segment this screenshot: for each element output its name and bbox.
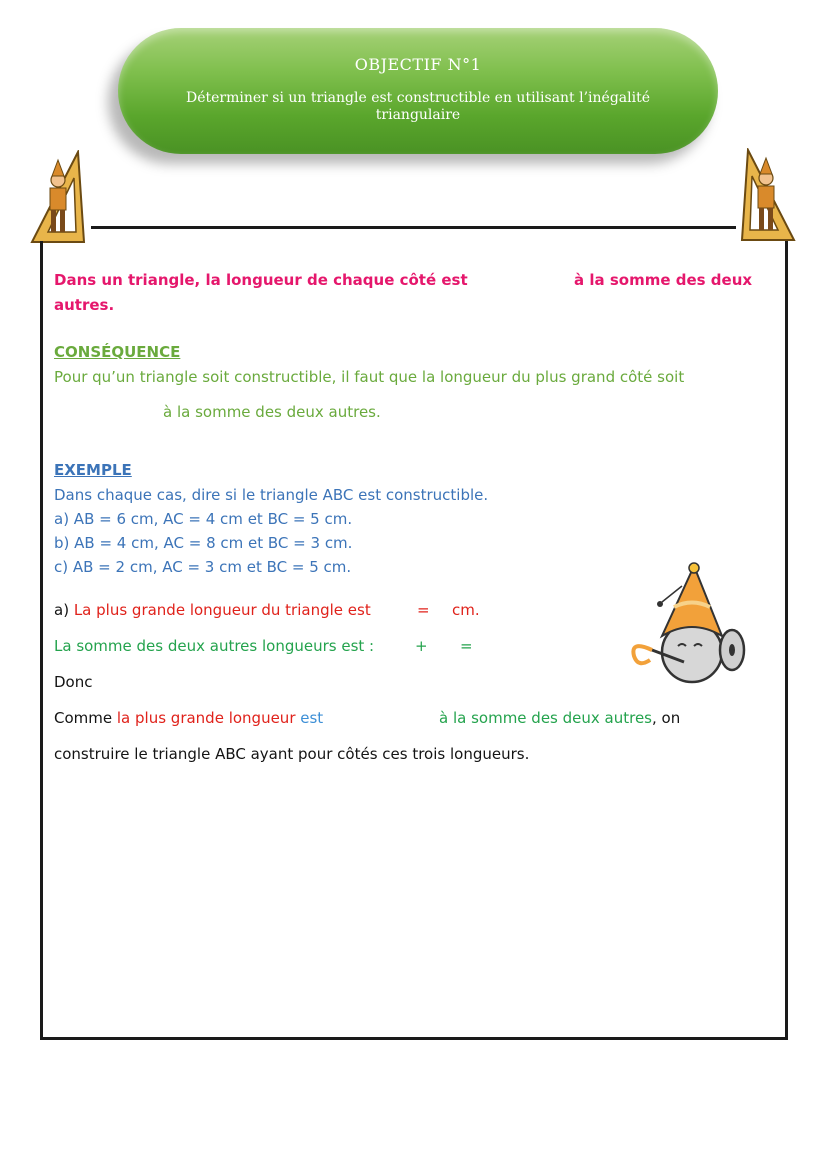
rule-part1: Dans un triangle, la longueur de chaque côté est	[54, 271, 468, 289]
last-line: construire le triangle ABC ayant pour côtés ces trois longueurs.	[54, 745, 530, 763]
rule-text	[54, 271, 468, 289]
answer-a-text: La plus grande longueur du triangle est	[73, 601, 371, 619]
objective-subtitle: Déterminer si un triangle est constructible en utilisant l’inégalité triangulaire	[185, 90, 651, 123]
example-case-b: b) AB = 4 cm, AC = 8 cm et BC = 3 cm.	[54, 534, 353, 552]
answer-a-equals: =	[417, 601, 430, 619]
example-heading: EXEMPLE	[54, 461, 132, 479]
rule-part3: autres.	[54, 296, 115, 314]
answer-a-prefix: a)	[54, 601, 70, 619]
comme-blue: est	[300, 709, 324, 727]
set-square-character-icon	[738, 148, 798, 248]
comme-green: à la somme des deux autres	[439, 709, 652, 727]
comme-line	[54, 709, 323, 727]
answer-a-unit: cm.	[452, 601, 480, 619]
consequence-line1: Pour qu’un triangle soit constructible, il faut que la longueur du plus grand côté soit	[54, 368, 685, 386]
rule-part2: à la somme des deux	[574, 271, 753, 289]
party-hat-character-icon	[622, 562, 752, 692]
comme-line-end	[439, 709, 680, 727]
sum-plus: +	[415, 637, 428, 655]
header-divider	[91, 226, 736, 229]
objective-title: OBJECTIF N°1	[354, 55, 482, 74]
donc-text: Donc	[54, 673, 93, 691]
comme-red: la plus grande longueur	[116, 709, 296, 727]
example-intro: Dans chaque cas, dire si le triangle ABC est constructible.	[54, 486, 489, 504]
comme-word: Comme	[54, 709, 113, 727]
sum-equals: =	[460, 637, 473, 655]
set-square-character-icon	[28, 150, 88, 250]
consequence-heading: CONSÉQUENCE	[54, 343, 181, 361]
example-case-c: c) AB = 2 cm, AC = 3 cm et BC = 5 cm.	[54, 558, 352, 576]
objective-banner	[118, 28, 718, 154]
example-case-a: a) AB = 6 cm, AC = 4 cm et BC = 5 cm.	[54, 510, 353, 528]
answer-a-line	[54, 601, 371, 619]
sum-text: La somme des deux autres longueurs est :	[54, 637, 375, 655]
consequence-line2: à la somme des deux autres.	[163, 403, 381, 421]
comme-end: , on	[652, 709, 681, 727]
